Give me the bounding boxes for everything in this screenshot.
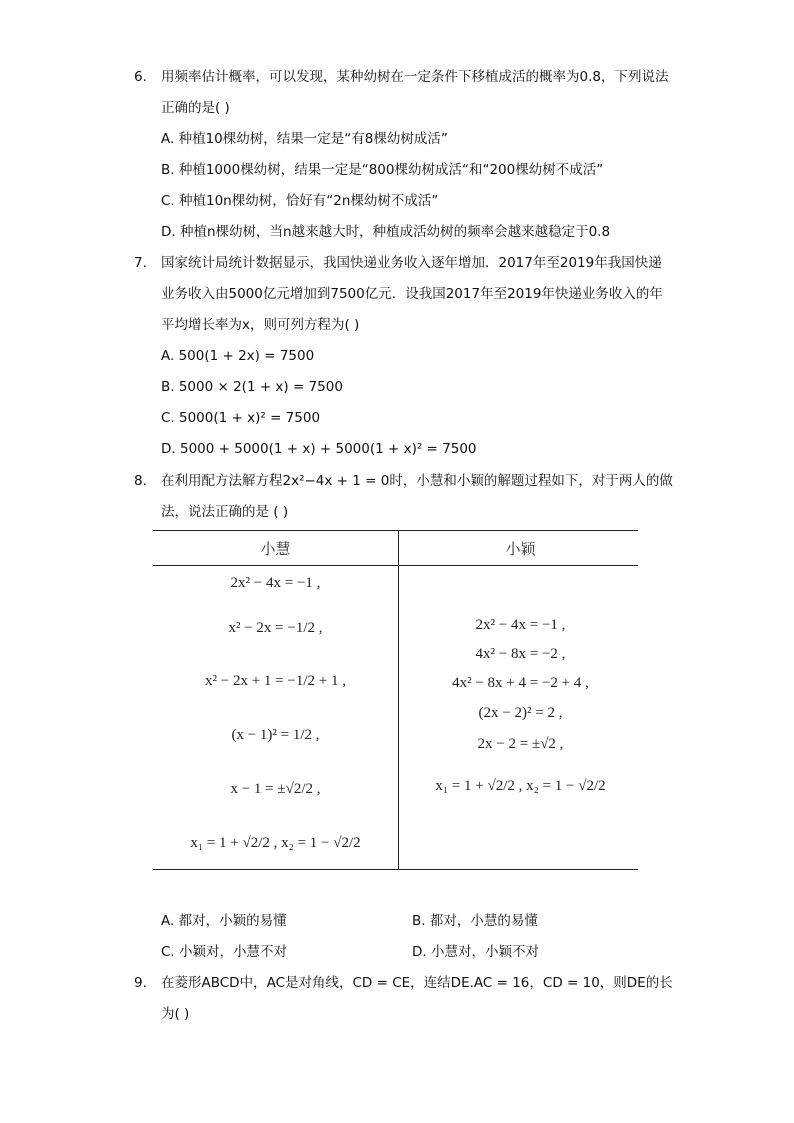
left-solution-steps	[153, 565, 398, 869]
table-top-rule	[153, 530, 638, 531]
option-d: D. 小慧对，小颖不对	[412, 944, 539, 960]
option-b: B. 5000 × 2(1 + x) = 7500	[161, 379, 343, 395]
question-stem: 用频率估计概率，可以发现，某种幼树在一定条件下移植成活的概率为0.8，下列说法正确的是( )	[161, 69, 669, 116]
options-row-1	[161, 906, 674, 937]
right-step-5: 2x − 2 = ±√2 ,	[477, 736, 564, 752]
right-step-3: 4x² − 8x + 4 = −2 + 4 ,	[452, 675, 589, 691]
left-step-6: x₁ = 1 + √2/2 , x₂ = 1 − √2/2	[190, 835, 361, 851]
right-solution-steps	[398, 565, 643, 869]
left-step-2: x² − 2x = −1/2 ,	[228, 620, 323, 636]
options-row-2	[161, 937, 674, 968]
question-8-options	[134, 906, 674, 968]
question-number: 7.	[134, 255, 147, 271]
question-number: 9.	[134, 975, 147, 991]
question-6	[134, 62, 674, 248]
option-a: A. 都对，小颖的易懂	[161, 913, 287, 929]
option-c: C. 小颖对，小慧不对	[161, 944, 288, 960]
question-number: 6.	[134, 69, 147, 85]
question-number: 8.	[134, 473, 147, 489]
solution-table	[153, 530, 638, 870]
left-step-3: x² − 2x + 1 = −1/2 + 1 ,	[205, 673, 346, 689]
left-step-5: x − 1 = ±√2/2 ,	[230, 781, 321, 797]
question-stem: 在菱形ABCD中，AC是对角线，CD = CE，连结DE.AC = 16，CD = 10，则DE的长为( )	[161, 975, 673, 1022]
right-column-header: 小颖	[505, 540, 536, 558]
option-a: A. 种植10棵幼树，结果一定是“有8棵幼树成活”	[161, 131, 448, 147]
right-step-2: 4x² − 8x = −2 ,	[475, 646, 566, 662]
option-d: D. 种植n棵幼树，当n越来越大时，种植成活幼树的频率会越来越稳定于0.8	[161, 224, 611, 240]
option-b: B. 都对，小慧的易懂	[412, 913, 538, 929]
table-bottom-rule	[153, 869, 638, 870]
option-a: A. 500(1 + 2x) = 7500	[161, 348, 315, 364]
right-step-4: (2x − 2)² = 2 ,	[478, 705, 563, 721]
option-d: D. 5000 + 5000(1 + x) + 5000(1 + x)² = 7500	[161, 441, 477, 457]
left-step-1: 2x² − 4x = −1 ,	[230, 575, 321, 591]
option-c: C. 种植10n棵幼树，恰好有“2n棵幼树不成活”	[161, 193, 439, 209]
question-stem: 国家统计局统计数据显示，我国快递业务收入逐年增加．2017年至2019年我国快递业务收入由5000亿元增加到7500亿元．设我国2017年至2019年快递业务收入的年平均增长率为x，则可列方程为( )	[161, 255, 663, 333]
left-step-4: (x − 1)² = 1/2 ,	[231, 727, 320, 743]
right-step-1: 2x² − 4x = −1 ,	[475, 617, 566, 633]
right-step-6: x₁ = 1 + √2/2 , x₂ = 1 − √2/2	[435, 778, 606, 794]
question-8	[134, 466, 674, 528]
question-stem: 在利用配方法解方程2x²−4x + 1 = 0时，小慧和小颖的解题过程如下，对于两人的做法，说法正确的是 ( )	[161, 473, 673, 520]
left-column-header: 小慧	[260, 540, 291, 558]
question-7	[134, 248, 674, 465]
question-9	[134, 968, 674, 1030]
option-b: B. 种植1000棵幼树，结果一定是“800棵幼树成活“和“200棵幼树不成活”	[161, 162, 604, 178]
option-c: C. 5000(1 + x)² = 7500	[161, 410, 321, 426]
